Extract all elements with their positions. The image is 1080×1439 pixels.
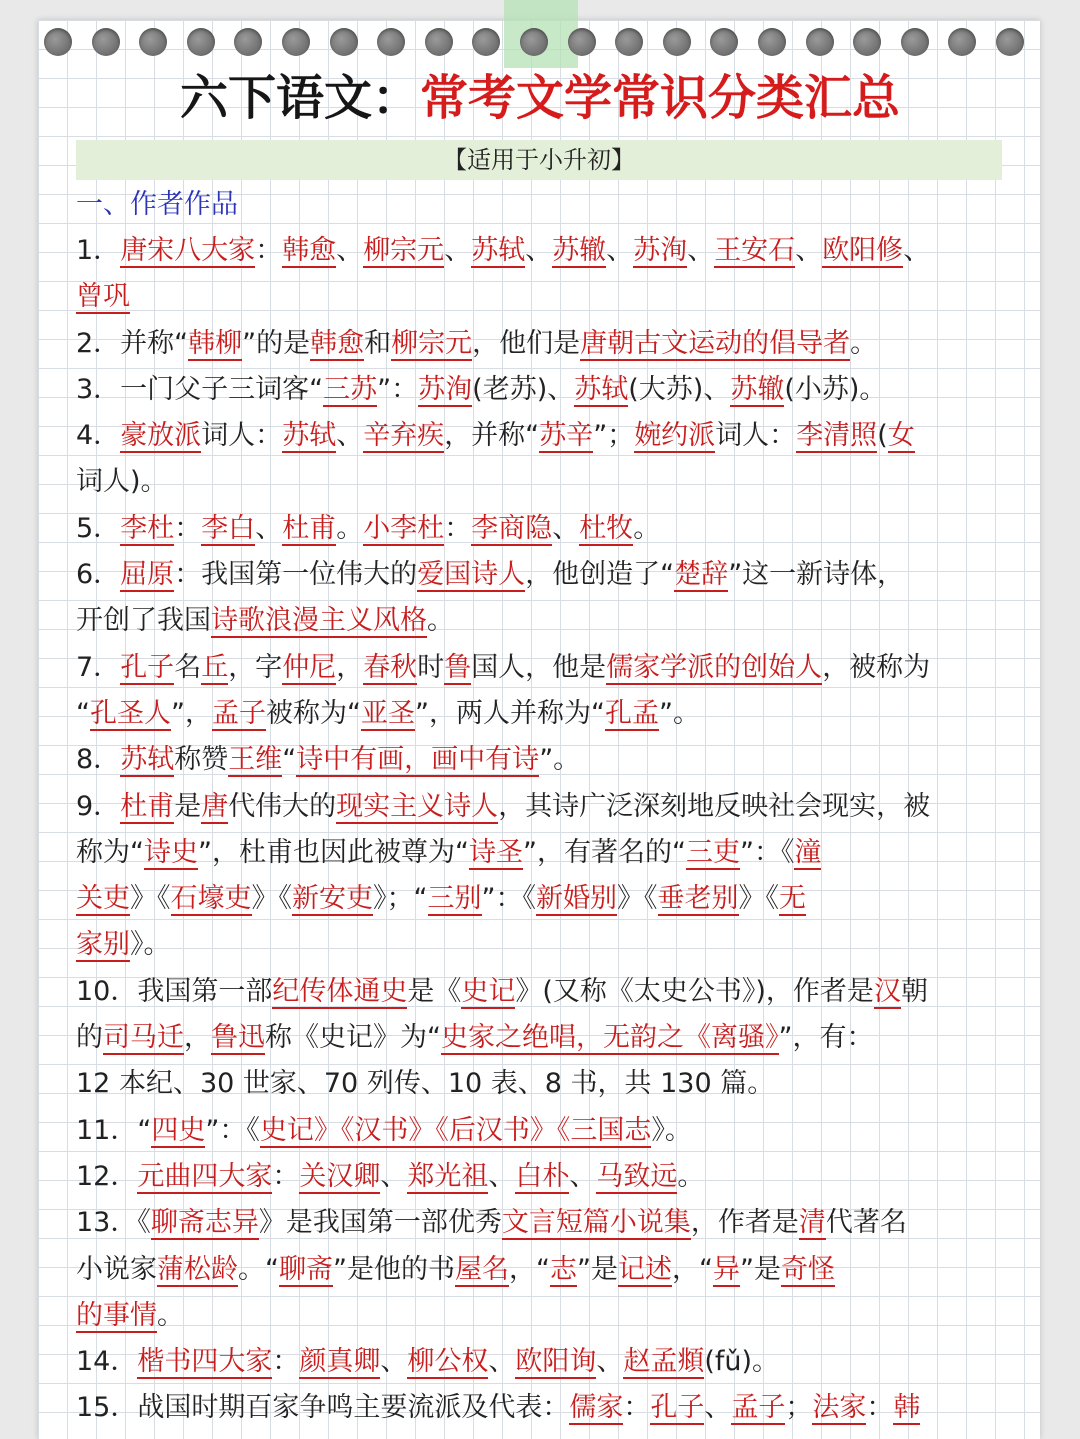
item-text: 、 [336,235,364,266]
key-term: 赵孟頫 [623,1346,705,1378]
item-text: “ [76,697,90,729]
item-text: 开创了我国 [76,605,211,637]
binder-hole [568,28,596,56]
item-text: 词人： [715,420,797,452]
item-text: 称为“ [76,836,144,868]
binder-hole [425,28,453,56]
item-text: ， [336,651,364,683]
key-term: 楷书四大家 [137,1346,273,1378]
key-term: 孔圣人 [90,697,171,729]
item-text: 被称为“ [266,697,361,729]
item-text: 称《史记》为“ [265,1022,441,1054]
item-text: 、 [336,420,364,452]
list-item [76,228,1006,321]
list-item [76,645,1006,738]
key-term: 法家 [812,1392,867,1424]
key-term: 潼 [794,836,822,868]
item-text: (老苏)、 [472,373,575,405]
item-text: ，他们是 [472,327,581,359]
list-item [76,1108,1006,1154]
item-text: ”。 [539,744,581,776]
key-term: 屈原 [120,559,175,591]
key-term: 郑光祖 [407,1160,489,1192]
item-text: ”：《 [739,836,795,868]
item-text: ：我国第一位伟大的 [174,559,418,591]
item-text: 6． [76,559,121,591]
key-term: 新安吏 [292,883,373,915]
key-term: 楚辞 [674,559,729,591]
item-text: ”，两人并称为“ [415,697,605,729]
item-text: ，其诗广泛深刻地反映社会现实，被 [498,790,931,822]
binder-hole [282,28,310,56]
key-term: 苏轼 [282,420,337,452]
key-term: 苏轼 [574,373,629,405]
key-term: 亚圣 [361,697,415,729]
key-term: 司马迁 [103,1022,184,1054]
key-term: 豪放派 [120,420,202,452]
key-term: 李商隐 [471,512,553,544]
item-text: (大苏)、 [628,373,731,405]
item-text: ”是他的书 [333,1253,455,1285]
key-term: 的事情 [76,1299,157,1331]
item-text: 是《 [407,975,462,1007]
item-text: 8． [76,744,121,776]
key-term: 婉约派 [634,420,716,452]
key-term: 柳宗元 [391,327,473,359]
item-text: ，字 [228,651,283,683]
item-text: 、 [704,1392,732,1424]
key-term: 王安石 [714,235,796,266]
item-text: ： [272,1160,300,1192]
key-term: 屋名 [455,1253,509,1285]
key-term: 孟子 [731,1392,786,1424]
content-list [76,228,1006,1432]
item-text: ： [174,512,202,544]
list-item [76,1339,1006,1385]
binder-holes [44,28,1044,58]
key-term: 爱国诗人 [417,559,526,591]
item-text: 、 [606,235,634,266]
item-text: 4． [76,420,121,452]
binder-hole [139,28,167,56]
item-text: 、 [380,1346,408,1378]
item-text: ，“ [509,1253,550,1285]
item-text: ，被称为 [822,651,931,683]
item-text: ”：《 [205,1114,260,1146]
item-text: 词人)。 [76,466,168,498]
item-text: 、 [525,235,553,266]
item-text: 。 [427,605,454,637]
item-text: 时 [417,651,445,683]
item-text: 。“ [238,1253,279,1285]
key-term: 儒家 [569,1392,624,1424]
item-text: 》《 [130,883,171,915]
key-term: 白朴 [515,1160,570,1192]
key-term: 三苏 [323,373,378,405]
binder-hole [996,28,1024,56]
item-text: ”这一新诗体， [728,559,905,591]
item-text: 》《 [251,883,292,915]
item-text: 》。 [651,1114,692,1146]
key-term: 苏洵 [633,235,688,266]
key-term: 李清照 [796,420,878,452]
item-text: 代伟大的 [228,790,337,822]
item-text: 、 [569,1160,597,1192]
item-text: 代著名 [825,1207,907,1239]
key-term: 诗歌浪漫主义风格 [211,605,427,637]
key-term: 韩柳 [188,327,243,359]
item-text: “ [282,744,297,776]
item-text: 。 [677,1160,705,1192]
item-text: 、 [488,1160,516,1192]
item-text: 12 本纪、30 世家、70 列传、10 表、8 书，共 130 篇。 [76,1068,775,1100]
item-text: 、 [687,235,715,266]
key-term: 杜甫 [120,790,175,822]
binder-hole [330,28,358,56]
item-text: 国人，他是 [471,651,607,683]
item-text: 15．战国时期百家争鸣主要流派及代表： [76,1392,570,1424]
list-item [76,1154,1006,1200]
item-text: ， [184,1022,211,1054]
key-term: 新婚别 [536,883,617,915]
key-term: 苏洵 [418,373,473,405]
item-text: 》《 [738,883,779,915]
key-term: 仲尼 [282,651,337,683]
item-text: ： [866,1392,894,1424]
page-title [0,64,1080,132]
item-text: ： [255,235,283,266]
binder-hole [92,28,120,56]
key-term: 杜甫 [282,512,337,544]
item-text: 和 [364,327,392,359]
item-text: ： [272,1346,300,1378]
binder-hole [853,28,881,56]
key-term: 诗中有画，画中有诗 [296,744,540,776]
binder-hole [472,28,500,56]
item-text: ； [785,1392,813,1424]
item-text: 是 [174,790,202,822]
key-term: 唐 [201,790,229,822]
key-term: 关吏 [76,883,130,915]
item-text: 》(又称《太史公书》)，作者是 [515,975,874,1007]
list-item [76,367,1006,413]
key-term: 元曲四大家 [137,1160,273,1192]
item-text: 、 [552,512,580,544]
item-text: 。 [336,512,364,544]
item-text: 1． [76,235,121,266]
item-text: 11．“ [76,1114,152,1146]
item-text: 、 [380,1160,408,1192]
list-item [76,413,1006,506]
key-term: 女 [887,420,915,452]
item-text: ： [623,1392,651,1424]
key-term: 汉 [873,975,901,1007]
item-text: ，“ [672,1253,713,1285]
key-term: 儒家学派的创始人 [606,651,823,683]
item-text: 10．我国第一部 [76,975,273,1007]
key-term: 垂老别 [657,883,739,915]
key-term: 杜牧 [579,512,634,544]
item-text: ，他创造了“ [525,559,675,591]
key-term: 丘 [201,651,229,683]
key-term: 史记 [461,975,516,1007]
binder-hole [806,28,834,56]
key-term: 鲁 [444,651,472,683]
list-item [76,1385,1006,1431]
key-term: 苏辙 [552,235,607,266]
key-term: 诗圣 [468,836,523,868]
key-term: 唐宋八大家 [120,235,256,266]
item-text: ，并称“ [444,420,540,452]
key-term: 诗史 [144,836,198,868]
item-text: ”是 [577,1253,618,1285]
list-item [76,969,1006,1108]
item-text: ”。 [658,697,700,729]
item-text: 名 [174,651,202,683]
item-text: ”，有： [778,1022,874,1054]
item-text: 小说家 [76,1253,157,1285]
key-term: 奇怪 [781,1253,835,1285]
key-term: 苏辛 [539,420,594,452]
item-text: 9． [76,790,121,822]
key-term: 无 [779,883,806,915]
key-term: 聊斋志异 [150,1207,259,1239]
key-term: 韩 [893,1392,921,1424]
binder-hole [758,28,786,56]
item-text: ”； [593,420,635,452]
item-text: ”是 [740,1253,781,1285]
item-text: ，作者是 [690,1207,799,1239]
item-text: ( [877,420,888,452]
key-term: 唐朝古文运动的倡导者 [580,327,851,359]
item-text: (fǔ)。 [704,1346,780,1378]
key-term: 志 [550,1253,577,1285]
item-text: ： [444,512,472,544]
item-text: 7． [76,651,121,683]
list-item [76,321,1006,367]
key-term: 辛弃疾 [363,420,445,452]
key-term: 聊斋 [279,1253,333,1285]
key-term: 柳宗元 [363,235,445,266]
item-text: 、 [795,235,823,266]
key-term: 清 [798,1207,826,1239]
binder-hole [948,28,976,56]
binder-hole [901,28,929,56]
key-term: 关汉卿 [299,1160,381,1192]
item-text: 13．《 [76,1207,151,1239]
binder-hole [44,28,72,56]
binder-hole [663,28,691,56]
key-term: 曾巩 [76,281,130,313]
item-text: 12． [76,1160,138,1192]
item-text: 》。 [130,929,171,961]
item-text: 的 [76,1022,103,1054]
binder-hole [377,28,405,56]
key-term: 李白 [201,512,256,544]
item-text: 。 [850,327,878,359]
key-term: 苏轼 [120,744,175,776]
title-main: 常考文学常识分类汇总 [420,70,901,126]
binder-hole [187,28,215,56]
key-term: 家别 [76,929,130,961]
binder-hole [234,28,262,56]
item-text: 、 [488,1346,516,1378]
key-term: 异 [713,1253,740,1285]
key-term: 三吏 [685,836,740,868]
key-term: 柳公权 [407,1346,489,1378]
item-text: ”的是 [242,327,311,359]
item-text: ”：《 [481,883,536,915]
item-text: 。 [633,512,661,544]
item-text: 、 [444,235,472,266]
key-term: 孔子 [120,651,175,683]
item-text: 》《 [617,883,658,915]
list-item [76,1200,1006,1339]
key-term: 苏辙 [730,373,785,405]
key-term: 李杜 [120,512,175,544]
key-term: 石壕吏 [170,883,252,915]
item-text: 》是我国第一部优秀 [258,1207,502,1239]
item-text: ”，有著名的“ [522,836,686,868]
item-text: 14． [76,1346,138,1378]
key-term: 三别 [427,883,482,915]
item-text: 、 [596,1346,624,1378]
key-term: 春秋 [363,651,418,683]
binder-hole [710,28,738,56]
key-term: 现实主义诗人 [336,790,499,822]
key-term: 鲁迅 [211,1022,265,1054]
binder-hole [520,28,548,56]
item-text: 5． [76,512,121,544]
item-text: (小苏)。 [784,373,887,405]
key-term: 苏轼 [471,235,526,266]
item-text: 3．一门父子三词客“ [76,373,324,405]
key-term: 颜真卿 [299,1346,381,1378]
key-term: 王维 [228,744,283,776]
item-text: 2．并称“ [76,327,189,359]
key-term: 孔孟 [604,697,659,729]
key-term: 史记》《汉书》《后汉书》《三国志 [259,1114,652,1146]
key-term: 小李杜 [363,512,445,544]
item-text: ”： [377,373,419,405]
key-term: 四史 [151,1114,206,1146]
list-item [76,784,1006,969]
item-text: 称赞 [174,744,229,776]
item-text: 。 [157,1299,184,1331]
item-text: 、 [255,512,283,544]
key-term: 纪传体通史 [272,975,408,1007]
key-term: 史家之绝唱，无韵之《离骚》 [441,1022,779,1054]
key-term: 孔子 [650,1392,705,1424]
key-term: 韩愈 [310,327,365,359]
item-text: 词人： [201,420,283,452]
key-term: 文言短篇小说集 [501,1207,691,1239]
list-item [76,552,1006,645]
key-term: 欧阳修 [822,235,904,266]
key-term: 欧阳询 [515,1346,597,1378]
key-term: 马致远 [596,1160,678,1192]
list-item [76,737,1006,783]
item-text: 》；“ [373,883,428,915]
key-term: 蒲松龄 [157,1253,238,1285]
section-heading: 一、作者作品 [76,189,238,220]
title-prefix: 六下语文： [179,70,420,126]
item-text: 、 [903,235,931,266]
item-text: ”， [171,697,212,729]
subtitle-banner: 【适用于小升初】 [76,140,1002,180]
binder-hole [615,28,643,56]
list-item [76,506,1006,552]
item-text: ”，杜甫也因此被尊为“ [198,836,469,868]
item-text: 朝 [900,975,928,1007]
key-term: 记述 [618,1253,672,1285]
key-term: 韩愈 [282,235,337,266]
key-term: 孟子 [212,697,266,729]
